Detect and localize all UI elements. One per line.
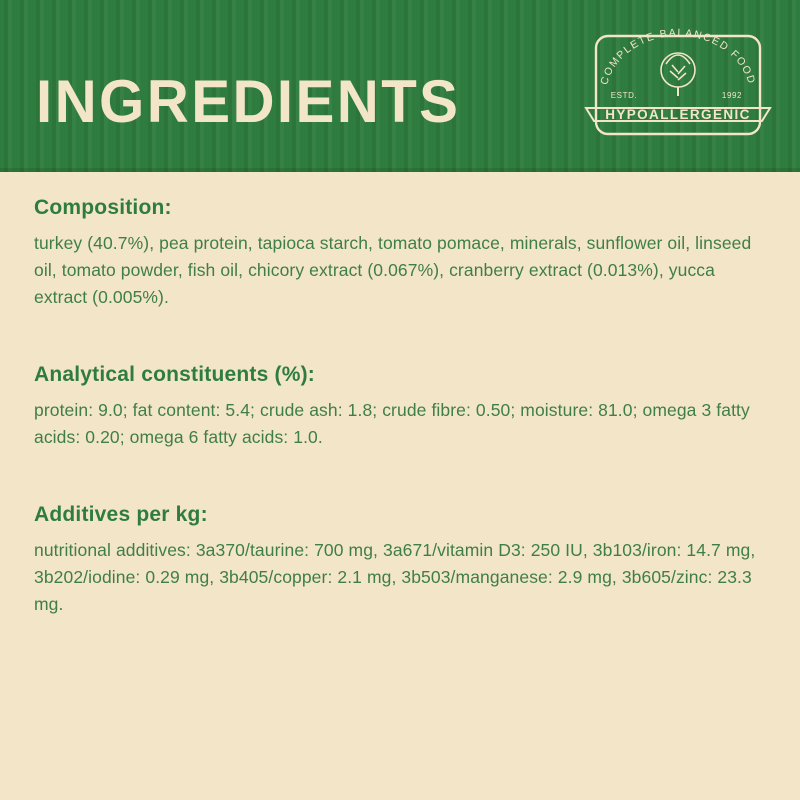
section-analytical-constituents	[34, 363, 774, 451]
composition-heading: Composition:	[34, 196, 172, 219]
seal-top-text: COMPLETE BALANCED FOOD	[598, 26, 758, 87]
header-band	[0, 0, 800, 172]
seal-estd-label: ESTD.	[610, 91, 638, 100]
analytical-constituents-text: protein: 9.0; fat content: 5.4; crude ash: 1.8; crude fibre: 0.50; moisture: 81.0; omega 3 fatty acids: 0.20; omega 6 fatty acids: 1.0.	[34, 400, 750, 447]
page-title: INGREDIENTS	[36, 68, 461, 135]
spacer-2	[34, 477, 774, 503]
section-composition	[34, 196, 774, 311]
quality-seal-badge	[578, 16, 778, 154]
analytical-constituents-heading: Analytical constituents (%):	[34, 363, 315, 386]
additives-text: nutritional additives: 3a370/taurine: 700 mg, 3a671/vitamin D3: 250 IU, 3b103/iron: 14.7 mg, 3b202/iodine: 0.29 mg, 3b405/copper: 2.1 mg, 3b503/manganese: 2.9 mg, 3b605/zinc: 23.3 mg.	[34, 540, 756, 614]
additives-heading: Additives per kg:	[34, 503, 208, 526]
ingredients-content	[34, 196, 774, 644]
composition-text: turkey (40.7%), pea protein, tapioca starch, tomato pomace, minerals, sunflower oil, linseed oil, tomato powder, fish oil, chicory extract (0.067%), cranberry extract (0.013%), yucca extract (0.005%).	[34, 233, 752, 307]
seal-year-label: 1992	[721, 91, 743, 100]
section-additives	[34, 503, 774, 618]
spacer-1	[34, 337, 774, 363]
seal-bottom-text: HYPOALLERGENIC	[605, 107, 751, 122]
tree-icon	[661, 53, 695, 96]
